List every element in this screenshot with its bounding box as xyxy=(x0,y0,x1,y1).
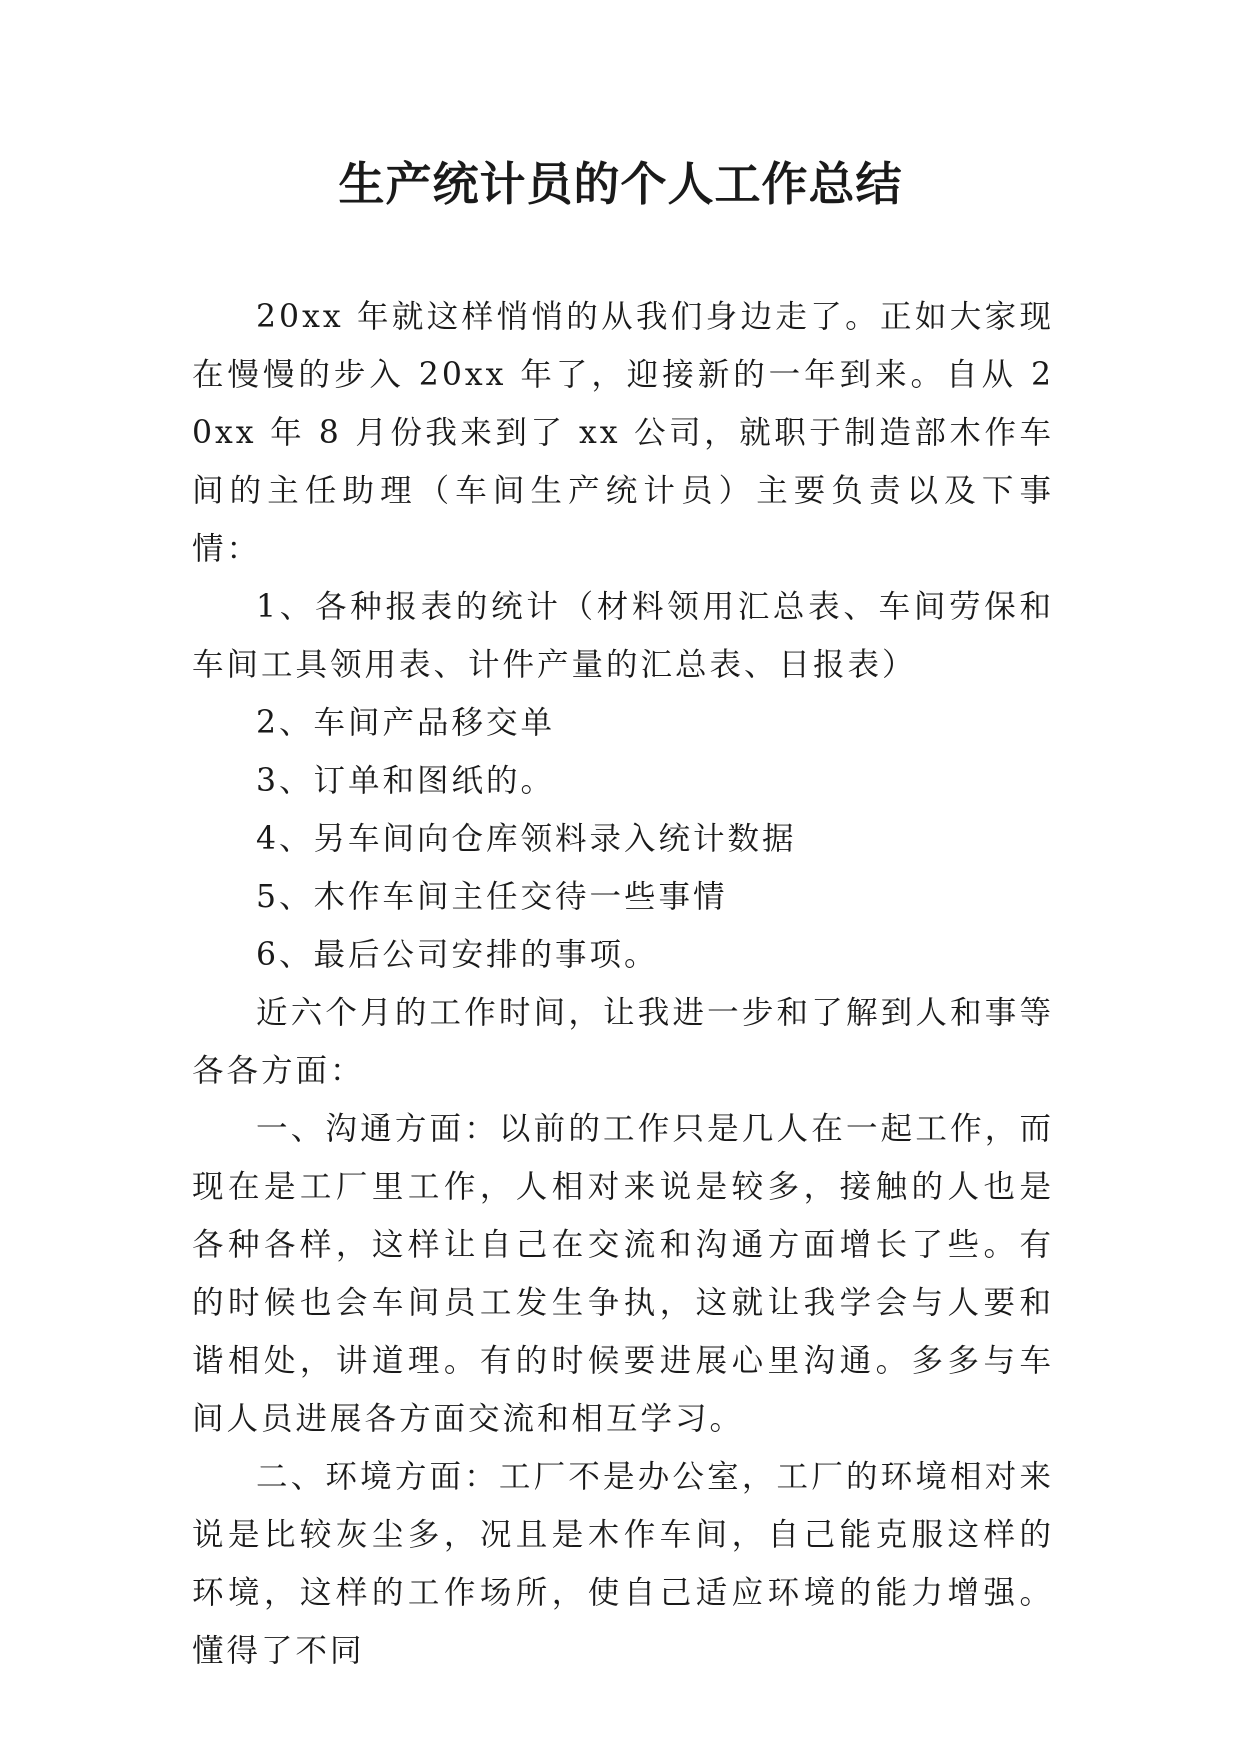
list-item-company-arrangements: 6、最后公司安排的事项。 xyxy=(256,937,659,973)
paragraph-environment: 二、环境方面：工厂不是办公室，工厂的环境相对来说是比较灰尘多，况且是木作车间，自己能克服这样的环境，这样的工作场所，使自己适应环境的能力增强。懂得了不同 xyxy=(192,1459,1054,1669)
list-item-orders-drawings: 3、订单和图纸的。 xyxy=(256,763,556,799)
list-item-reports: 1、各种报表的统计（材料领用汇总表、车间劳保和车间工具领用表、计件产量的汇总表、日报表） xyxy=(192,589,1054,683)
paragraph-intro: 20xx 年就这样悄悄的从我们身边走了。正如大家现在慢慢的步入 20xx 年了，迎接新的一年到来。自从 20xx 年 8 月份我来到了 xx 公司，就职于制造部木作车间的主任助理（车间生产统计员）主要负责以及下事情： xyxy=(192,299,1054,567)
list-item-director-tasks: 5、木作车间主任交待一些事情 xyxy=(256,879,728,915)
list-item-product-transfer: 2、车间产品移交单 xyxy=(256,705,556,741)
paragraph-communication: 一、沟通方面：以前的工作只是几人在一起工作，而现在是工厂里工作，人相对来说是较多，接触的人也是各种各样，这样让自己在交流和沟通方面增长了些。有的时候也会车间员工发生争执，这就让我学会与人要和谐相处，讲道理。有的时候要进展心里沟通。多多与车间人员进展各方面交流和相互学习。 xyxy=(192,1111,1054,1437)
list-item-material-data: 4、另车间向仓库领料录入统计数据 xyxy=(256,821,797,857)
document-body xyxy=(192,288,1054,1680)
document-title: 生产统计员的个人工作总结 xyxy=(338,157,903,211)
paragraph-six-months: 近六个月的工作时间，让我进一步和了解到人和事等各各方面： xyxy=(192,995,1054,1089)
